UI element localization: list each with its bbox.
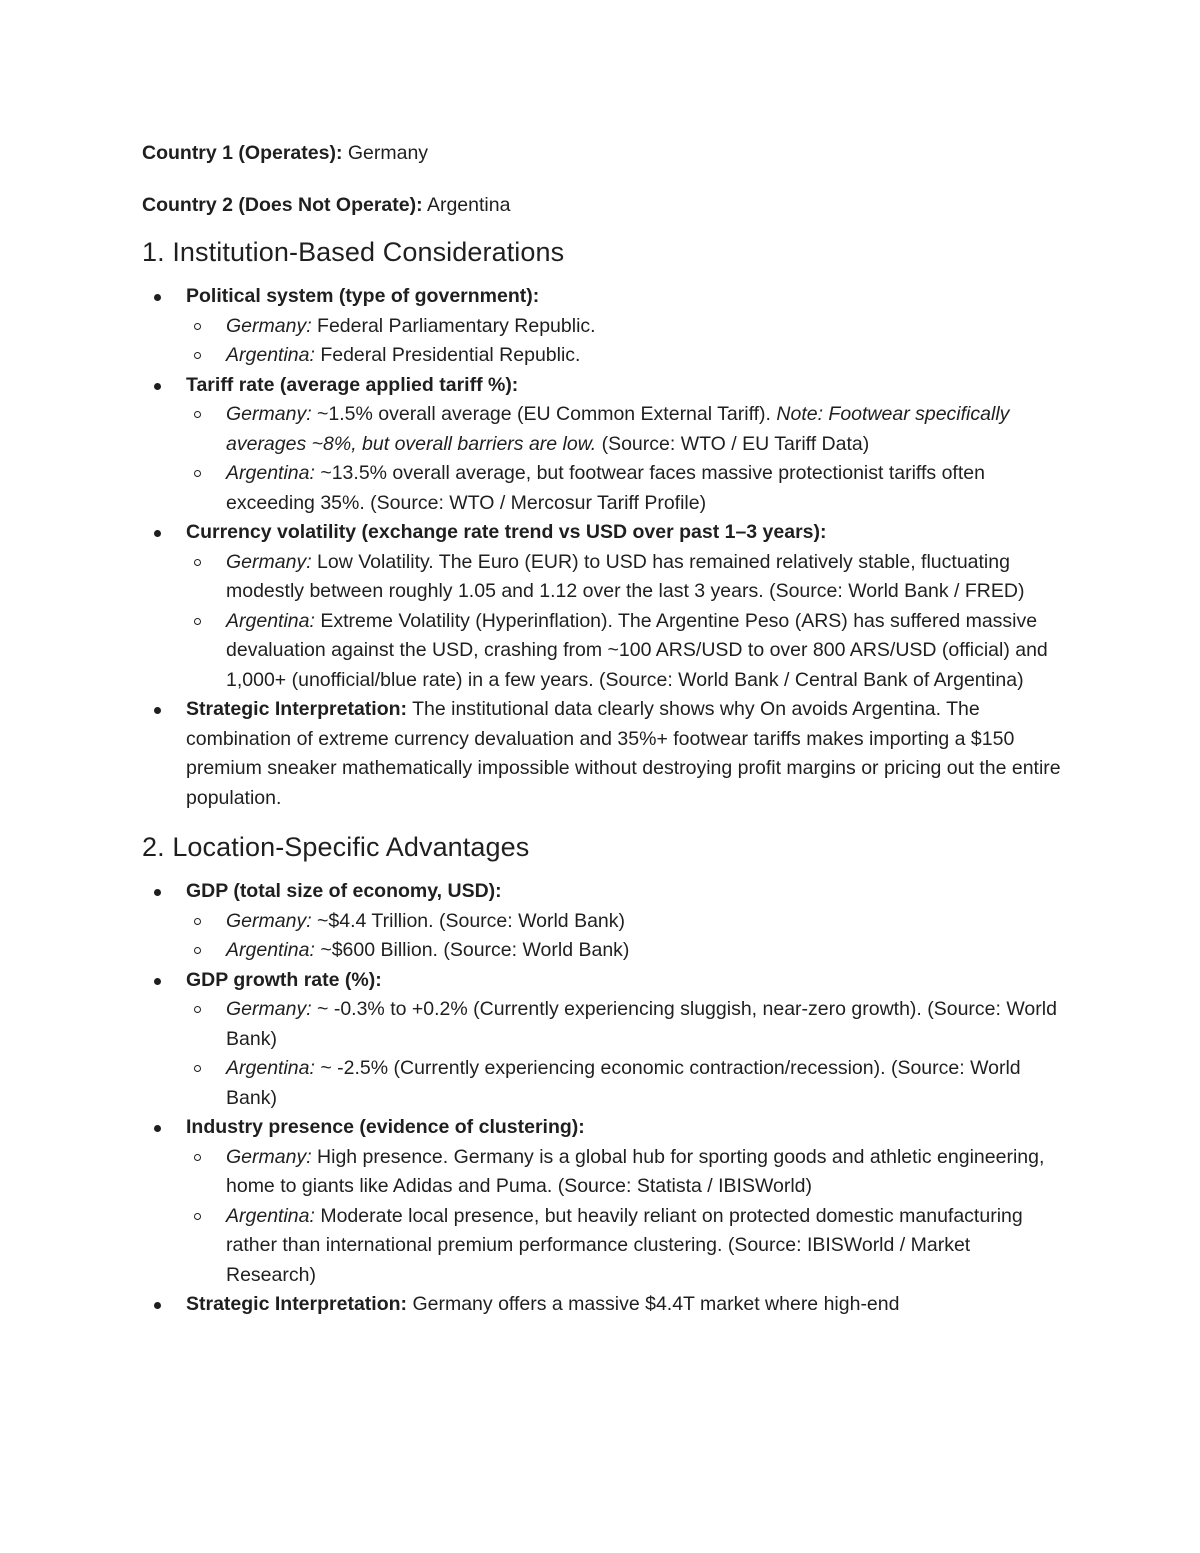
sub-item-text: ~$4.4 Trillion. (Source: World Bank) <box>311 909 626 932</box>
sub-item-text: ~13.5% overall average, but footwear faces massive protectionist tariffs often exceeding 35%. (Source: WTO / Mercosur Tariff Profile) <box>226 462 985 514</box>
circle-bullet-icon <box>194 1065 201 1072</box>
circle-bullet-icon <box>194 1006 201 1013</box>
bullet-icon <box>154 978 161 985</box>
sub-list-item <box>186 607 1062 696</box>
bullet-icon <box>154 707 161 714</box>
country-name: Argentina: <box>226 344 315 366</box>
document-page <box>142 138 1062 1320</box>
sub-list-item <box>186 936 1062 966</box>
sub-list <box>186 1143 1062 1291</box>
bullet-icon <box>154 1125 161 1132</box>
item-label: Strategic Interpretation: <box>186 1293 408 1315</box>
list-item <box>142 1290 1062 1320</box>
bullet-icon <box>154 889 161 896</box>
source-text: (Source: WTO / EU Tariff Data) <box>596 432 870 455</box>
sub-list <box>186 995 1062 1113</box>
country-name: Argentina: <box>226 1057 315 1079</box>
country-name: Germany: <box>226 1145 312 1168</box>
sub-list-item <box>186 341 1062 371</box>
section1-list <box>142 282 1062 813</box>
item-label: Currency volatility (exchange rate trend vs USD over past 1–3 years): <box>186 521 827 543</box>
item-text: The institutional data clearly shows why On avoids Argentina. The combination of extreme currency devaluation and 35%+ footwear tariffs makes importing a $150 premium sneaker mathematically impossible without destroying profit margins or pricing out the entire population. <box>186 698 1061 809</box>
country-name: Argentina: <box>226 1204 315 1227</box>
sub-item-text: ~$600 Billion. (Source: World Bank) <box>314 939 630 961</box>
country-name: Germany: <box>226 550 312 573</box>
sub-item-text: Extreme Volatility (Hyperinflation). The Argentine Peso (ARS) has suffered massive devaluation against the USD, crashing from ~100 ARS/USD to over 800 ARS/USD (official) and 1,000+ (unofficial/blue rate) in a few years. (Source: World Bank / Central Bank of Argentina) <box>226 609 1048 691</box>
circle-bullet-icon <box>194 1154 201 1161</box>
sub-list <box>186 400 1062 518</box>
sub-list-item <box>186 1143 1062 1202</box>
country-name: Germany: <box>226 998 312 1020</box>
item-label: GDP growth rate (%): <box>186 968 382 991</box>
item-label: Industry presence (evidence of clustering): <box>186 1116 585 1138</box>
item-label: Tariff rate (average applied tariff %): <box>186 373 519 396</box>
item-label: Political system (type of government): <box>186 285 540 307</box>
sub-item-text: ~1.5% overall average (EU Common External Tariff). <box>311 403 777 425</box>
item-label: Strategic Interpretation: <box>186 698 408 720</box>
circle-bullet-icon <box>194 470 201 477</box>
sub-item-text: ~ -0.3% to +0.2% (Currently experiencing sluggish, near-zero growth). (Source: World Bank) <box>226 998 1057 1050</box>
country2-value: Argentina <box>422 194 511 216</box>
country1-value: Germany <box>342 142 429 164</box>
sub-item-text: High presence. Germany is a global hub for sporting goods and athletic engineering, home to giants like Adidas and Puma. (Source: Statista / IBISWorld) <box>226 1145 1045 1197</box>
country2-label: Country 2 (Does Not Operate): <box>142 194 423 216</box>
item-label: GDP (total size of economy, USD): <box>186 880 502 902</box>
bullet-icon <box>154 530 161 537</box>
circle-bullet-icon <box>194 411 201 418</box>
sub-list <box>186 312 1062 371</box>
country-name: Germany: <box>226 909 312 932</box>
section-heading-location: 2. Location-Specific Advantages <box>142 832 530 862</box>
circle-bullet-icon <box>194 352 201 359</box>
country-name: Argentina: <box>226 609 315 632</box>
sub-list-item <box>186 548 1062 607</box>
list-item <box>142 282 1062 371</box>
sub-item-text: ~ -2.5% (Currently experiencing economic contraction/recession). (Source: World Bank) <box>226 1057 1021 1109</box>
list-item <box>142 695 1062 813</box>
country-name: Germany: <box>226 314 312 337</box>
bullet-icon <box>154 383 161 390</box>
item-text: Germany offers a massive $4.4T market where high-end <box>407 1293 900 1315</box>
circle-bullet-icon <box>194 323 201 330</box>
country-name: Argentina: <box>226 462 315 484</box>
sub-list-item <box>186 459 1062 518</box>
list-item <box>142 518 1062 695</box>
sub-item-text: Federal Parliamentary Republic. <box>311 314 596 337</box>
sub-item-text: Federal Presidential Republic. <box>314 344 581 366</box>
note-text: Note: Footwear specifically averages ~8%, but overall barriers are low. <box>226 403 1010 455</box>
sub-list-item <box>186 400 1062 459</box>
circle-bullet-icon <box>194 618 201 625</box>
country2-line <box>142 190 1062 220</box>
country-name: Germany: <box>226 403 312 425</box>
circle-bullet-icon <box>194 918 201 925</box>
sub-item-text: Moderate local presence, but heavily reliant on protected domestic manufacturing rather than international premium performance clustering. (Source: IBISWorld / Market Research) <box>226 1204 1023 1286</box>
circle-bullet-icon <box>194 947 201 954</box>
sub-list-item <box>186 907 1062 937</box>
section2-list <box>142 877 1062 1320</box>
list-item <box>142 1113 1062 1290</box>
bullet-icon <box>154 294 161 301</box>
country-name: Argentina: <box>226 939 315 961</box>
country1-line <box>142 138 1062 168</box>
sub-list-item <box>186 312 1062 342</box>
country1-label: Country 1 (Operates): <box>142 142 343 164</box>
circle-bullet-icon <box>194 559 201 566</box>
sub-list <box>186 548 1062 696</box>
bullet-icon <box>154 1302 161 1309</box>
sub-list <box>186 907 1062 966</box>
list-item <box>142 371 1062 519</box>
section-heading-institution: 1. Institution-Based Considerations <box>142 237 565 267</box>
circle-bullet-icon <box>194 1213 201 1220</box>
sub-item-text: Low Volatility. The Euro (EUR) to USD has remained relatively stable, fluctuating modestly between roughly 1.05 and 1.12 over the last 3 years. (Source: World Bank / FRED) <box>226 550 1025 602</box>
sub-list-item <box>186 1054 1062 1113</box>
list-item <box>142 877 1062 966</box>
sub-list-item <box>186 1202 1062 1291</box>
sub-list-item <box>186 995 1062 1054</box>
list-item <box>142 966 1062 1114</box>
